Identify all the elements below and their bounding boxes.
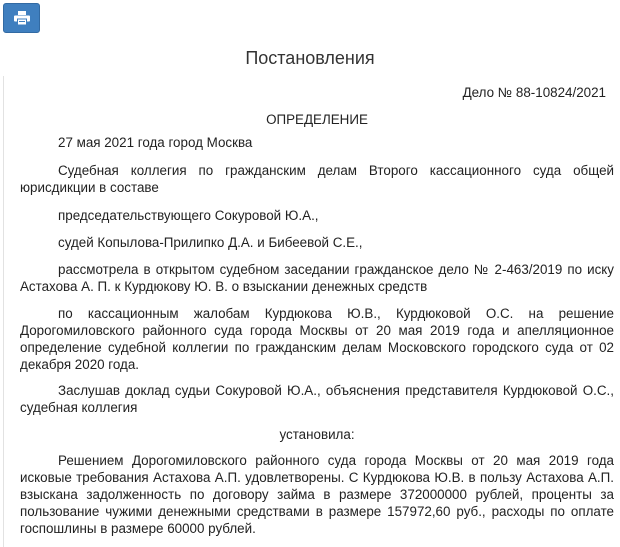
printer-icon: [14, 11, 30, 25]
paragraph-decision: Решением Дорогомиловского районного суда города Москвы от 20 мая 2019 года исковые требования Астахова А.П. удовлетворены. С Курдюкова Ю.В. в пользу Астахова А.П. взыскана задолженность по договору займа в размере 372000000 рублей, проценты за пользование чужими денежными средствами в размере 157972,60 руб., расходы по оплате госпошлины в размере 60000 рублей.: [20, 453, 614, 536]
document-body: [3, 76, 615, 547]
page-title: Постановления: [245, 48, 375, 68]
document-heading: ОПРЕДЕЛЕНИЕ: [266, 112, 368, 127]
paragraph-judges: судей Копылова-Прилипко Д.А. и Бибеевой С.Е.,: [58, 235, 363, 250]
date-place: 27 мая 2021 года город Москва: [58, 135, 253, 150]
paragraph-considered: рассмотрела в открытом судебном заседании гражданское дело № 2-463/2019 по иску Астахова А. П. к Курдюкову Ю. В. о взыскании денежных средств: [20, 262, 614, 294]
paragraph-collegium: Судебная коллегия по гражданским делам Второго кассационного суда общей юрисдикции в составе: [20, 163, 614, 195]
paragraph-appeals: по кассационным жалобам Курдюкова Ю.В., Курдюковой О.С. на решение Дорогомиловского районного суда города Москвы от 20 мая 2019 года и апелляционное определение судебной коллегии по гражданским делам Московского городского суда от 02 декабря 2020 года.: [20, 306, 614, 372]
case-number: Дело № 88-10824/2021: [462, 85, 606, 100]
paragraph-presiding: председательствующего Сокуровой Ю.А.,: [58, 208, 319, 223]
print-button[interactable]: [3, 3, 40, 33]
established-heading: установила:: [279, 427, 355, 442]
paragraph-heard: Заслушав доклад судьи Сокуровой Ю.А., объяснения представителя Курдюковой О.С., судебная коллегия: [20, 383, 614, 415]
